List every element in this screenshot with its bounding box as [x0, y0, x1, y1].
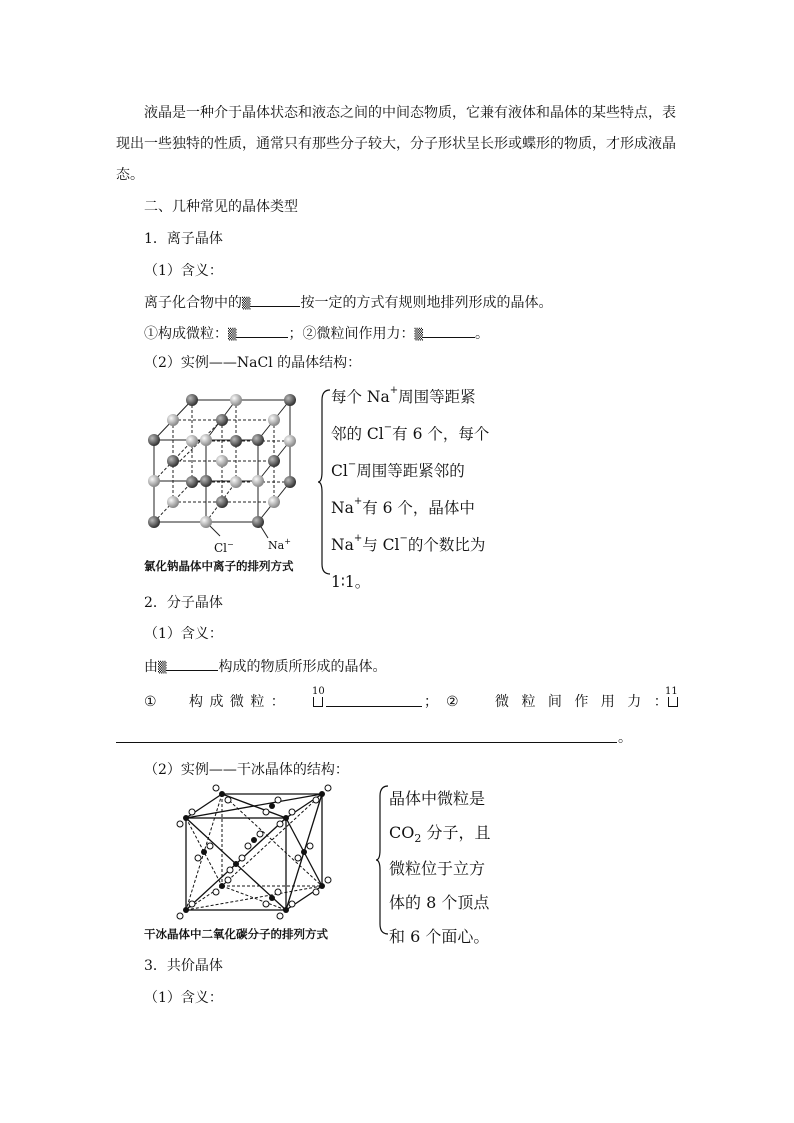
ionic-particles-line	[144, 323, 489, 345]
molecular-force-circle: ②	[446, 694, 459, 710]
covalent-heading: 3．共价晶体	[144, 958, 223, 974]
answer-marker-2: ▒	[228, 328, 237, 341]
molecular-end-mark: 。	[618, 730, 632, 746]
dry-ice-desc-line-5: 和 6 个面心。	[389, 927, 490, 946]
answer-box-11	[668, 697, 678, 707]
paragraph-line-1: 液晶是一种介于晶体状态和液态之间的中间态物质，它兼有液体和晶体的某些特点，表	[144, 105, 676, 121]
ionic-force-blank[interactable]	[423, 323, 475, 338]
answer-marker-9: ▒	[158, 661, 167, 674]
molecular-particles-circle: ①	[144, 694, 157, 710]
nacl-desc-line-6: 1∶1。	[331, 573, 371, 591]
molecular-particles-blank[interactable]	[326, 692, 422, 707]
molecular-particles-label: 构 成 微 粒 ：	[189, 694, 286, 710]
molecular-definition	[144, 656, 386, 678]
ionic-heading: 1．离子晶体	[144, 231, 223, 247]
ionic-meaning-label: （1）含义：	[144, 263, 223, 279]
paragraph-line-2: 现出一些独特的性质，通常只有那些分子较大，分子形状呈长形或蝶形的物质，才形成液晶	[116, 136, 676, 152]
nacl-ions	[148, 394, 296, 528]
molecular-separator: ；	[424, 694, 438, 710]
ionic-particles-label: ①构成微粒：	[144, 326, 228, 342]
paragraph-line-3: 态。	[116, 167, 144, 183]
dry-ice-structure-figure	[176, 784, 336, 920]
nacl-desc-line-4: Na+有 6 个，晶体中	[331, 496, 475, 517]
ionic-force-label: ；②微粒间作用力：	[288, 326, 415, 342]
covalent-meaning-label: （1）含义：	[144, 990, 223, 1006]
co2-molecules	[177, 785, 331, 919]
dry-ice-desc-line-2: $CO_2$ 分子，且	[389, 823, 491, 845]
dry-ice-desc-line-3: 微粒位于立方	[389, 859, 486, 878]
molecular-force-blank[interactable]	[116, 728, 617, 743]
answer-number-10: 10	[312, 686, 325, 697]
dry-ice-desc-line-4: 体的 8 个顶点	[389, 893, 490, 912]
nacl-brace	[318, 388, 332, 576]
molecular-definition-post: 构成的物质所形成的晶体。	[218, 659, 387, 675]
nacl-desc-line-2: 邻的 Cl−有 6 个，每个	[331, 422, 490, 443]
ionic-definition	[144, 292, 552, 314]
nacl-desc-line-1: 每个 Na+周围等距紧	[331, 385, 476, 406]
nacl-caption: 氯化钠晶体中离子的排列方式	[144, 559, 294, 573]
ionic-definition-post: 按一定的方式有规则地排列形成的晶体。	[300, 295, 553, 311]
answer-marker-1: ▒	[242, 297, 251, 310]
nacl-description	[331, 380, 489, 599]
nacl-structure-figure	[140, 388, 320, 554]
nacl-desc-line-5: Na+与 Cl−的个数比为	[331, 533, 486, 554]
molecular-definition-blank[interactable]	[166, 656, 218, 671]
nacl-desc-line-3: Cl−周围等距紧邻的	[331, 459, 465, 480]
molecular-example-label: （2）实例——干冰晶体的结构：	[144, 762, 349, 778]
dry-ice-description	[389, 782, 490, 954]
molecular-heading: 2．分子晶体	[144, 595, 223, 611]
molecular-meaning-label: （1）含义：	[144, 626, 223, 642]
ionic-definition-pre: 离子化合物中的	[144, 295, 242, 311]
molecular-force-label: 微 粒 间 作 用 力 ：	[495, 694, 672, 710]
answer-marker-3: ▒	[414, 328, 423, 341]
answer-number-11: 11	[665, 686, 678, 697]
nacl-label-na: Na+	[268, 537, 291, 552]
ionic-particles-blank[interactable]	[236, 323, 288, 338]
dry-ice-brace	[376, 784, 390, 936]
ionic-end-mark: 。	[474, 326, 489, 342]
section-heading: 二、几种常见的晶体类型	[144, 199, 298, 215]
ionic-example-label: （2）实例——NaCl 的晶体结构：	[144, 355, 362, 371]
dry-ice-desc-line-1: 晶体中微粒是	[389, 789, 486, 808]
dry-ice-caption: 干冰晶体中二氧化碳分子的排列方式	[144, 927, 328, 941]
nacl-label-cl: Cl−	[214, 540, 234, 555]
answer-box-10	[313, 697, 323, 707]
ionic-definition-blank[interactable]	[250, 292, 300, 307]
molecular-definition-pre: 由	[144, 659, 158, 675]
